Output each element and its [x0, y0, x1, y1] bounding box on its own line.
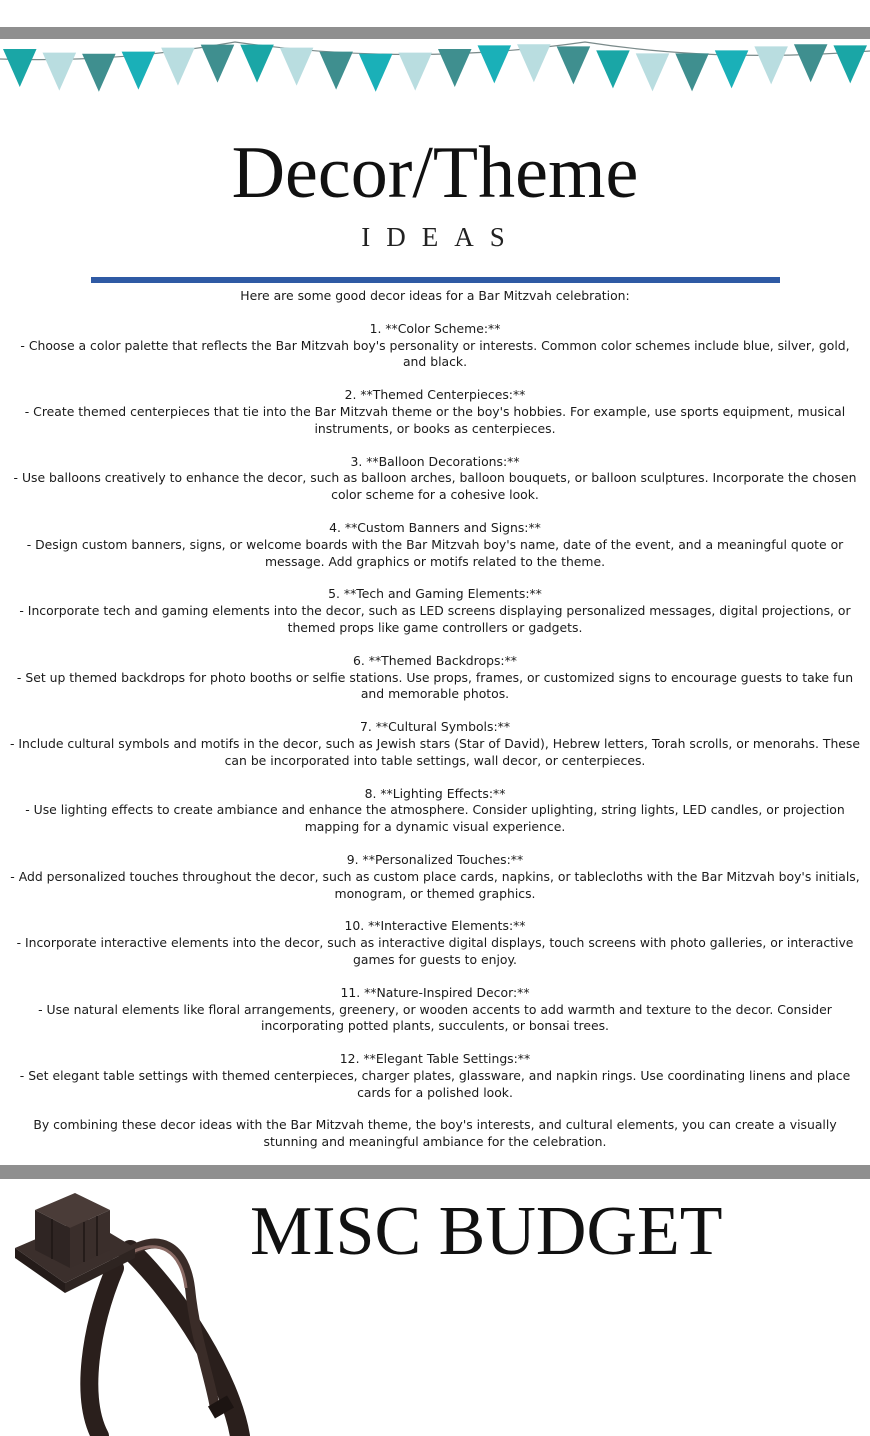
idea-body: - Set up themed backdrops for photo booths or selfie stations. Use props, frames, or customized signs to encourage guests to take fun and memorable photos. — [16, 669, 854, 702]
pennant-flag — [240, 45, 274, 83]
section-divider — [0, 1165, 870, 1179]
pennant-flag — [438, 49, 472, 87]
pennant-flag — [43, 53, 77, 91]
pennant-flag — [359, 54, 393, 92]
idea-heading: 10. **Interactive Elements:** — [344, 918, 526, 934]
pennant-flag — [122, 52, 156, 90]
idea-item — [0, 918, 870, 968]
idea-heading: 3. **Balloon Decorations:** — [350, 453, 520, 469]
idea-body: - Add personalized touches throughout the decor, such as custom place cards, napkins, or tablecloths with the Bar Mitzvah boy's initials, monogram, or themed graphics. — [10, 868, 860, 901]
page-subtitle: IDEAS — [361, 222, 521, 252]
top-divider — [0, 27, 870, 39]
page-title: Decor/Theme — [231, 132, 639, 214]
idea-item — [0, 653, 870, 703]
outro-text: By combining these decor ideas with the Bar Mitzvah theme, the boy's interests, and cultural elements, you can create a visually stunning and meaningful ambiance for the celebration. — [33, 1117, 837, 1150]
pennant-flag — [319, 52, 353, 90]
pennant-flag — [557, 46, 591, 84]
idea-body: - Use natural elements like floral arrangements, greenery, or wooden accents to add warmth and texture to the decor. Consider incorporating potted plants, succulents, or bonsai trees. — [38, 1001, 832, 1034]
idea-body: - Set elegant table settings with themed centerpieces, charger plates, glassware, and napkin rings. Use coordinating linens and place cards for a polished look. — [19, 1067, 851, 1100]
ideas-list — [0, 321, 870, 1102]
idea-item — [0, 1051, 870, 1101]
pennant-flag — [398, 53, 432, 91]
pennant-flag — [280, 48, 314, 86]
pennant-flag — [794, 44, 828, 82]
idea-item — [0, 321, 870, 371]
idea-item — [0, 852, 870, 902]
idea-item — [0, 786, 870, 836]
idea-body: - Design custom banners, signs, or welcome boards with the Bar Mitzvah boy's name, date of the event, and a meaningful quote or message. Add graphics or motifs related to the theme. — [26, 536, 844, 569]
pennant-flag — [754, 46, 788, 84]
idea-body: - Incorporate tech and gaming elements into the decor, such as LED screens displaying personalized messages, digital projections, or themed props like game controllers or gadgets. — [19, 603, 851, 635]
decor-ideas-content — [0, 288, 870, 1151]
idea-item — [0, 586, 870, 636]
pennant-flag — [675, 53, 709, 91]
idea-body: - Incorporate interactive elements into the decor, such as interactive digital displays, touch screens with photo galleries, or interactive games for guests to enjoy. — [16, 935, 854, 967]
pennant-flag — [478, 45, 512, 83]
idea-heading: 1. **Color Scheme:** — [369, 320, 501, 336]
pennant-flag — [3, 49, 37, 87]
idea-heading: 9. **Personalized Touches:** — [346, 851, 524, 867]
idea-heading: 7. **Cultural Symbols:** — [359, 719, 511, 735]
pennant-flag — [833, 45, 867, 83]
idea-body: - Use lighting effects to create ambiance and enhance the atmosphere. Consider uplighting, string lights, LED candles, or projection mapping for a dynamic visual experience. — [25, 802, 845, 835]
idea-heading: 4. **Custom Banners and Signs:** — [329, 519, 541, 535]
idea-heading: 5. **Tech and Gaming Elements:** — [328, 586, 542, 602]
pennant-flag — [715, 50, 749, 88]
idea-body: - Create themed centerpieces that tie into the Bar Mitzvah theme or the boy's hobbies. For example, use sports equipment, musical instruments, or books as centerpieces. — [24, 403, 846, 436]
tefillin-strap-lower — [89, 1268, 115, 1436]
tefillin-icon — [10, 1188, 260, 1436]
idea-body: - Choose a color palette that reflects the Bar Mitzvah boy's personality or interests. Common color schemes include blue, silver, gold, and black. — [20, 337, 850, 370]
idea-body: - Include cultural symbols and motifs in the decor, such as Jewish stars (Star of David), Hebrew letters, Torah scrolls, or menorahs. These can be incorporated into table settings, wall decor, or centerpieces. — [9, 735, 861, 768]
intro-text: Here are some good decor ideas for a Bar Mitzvah celebration: — [240, 288, 630, 303]
idea-item — [0, 520, 870, 570]
pennant-flag — [82, 54, 116, 92]
idea-item — [0, 719, 870, 769]
pennant-flag — [596, 50, 630, 88]
idea-heading: 8. **Lighting Effects:** — [364, 785, 506, 801]
idea-body: - Use balloons creatively to enhance the decor, such as balloon arches, balloon bouquets, or balloon sculptures. Incorporate the chosen color scheme for a cohesive look. — [13, 470, 857, 503]
idea-item — [0, 985, 870, 1035]
idea-item — [0, 454, 870, 504]
idea-item — [0, 387, 870, 437]
title-underline — [91, 277, 780, 283]
pennant-flag — [201, 45, 235, 83]
idea-heading: 2. **Themed Centerpieces:** — [344, 387, 526, 403]
idea-heading: 12. **Elegant Table Settings:** — [339, 1051, 531, 1067]
top-margin — [0, 0, 870, 27]
pennant-banner-icon — [0, 39, 870, 99]
idea-heading: 11. **Nature-Inspired Decor:** — [340, 984, 530, 1000]
pennant-flag — [161, 48, 195, 86]
idea-heading: 6. **Themed Backdrops:** — [353, 652, 517, 668]
pennant-flag — [517, 44, 551, 82]
next-section-title: MISC BUDGET — [250, 1193, 723, 1270]
pennant-flag — [636, 53, 670, 91]
